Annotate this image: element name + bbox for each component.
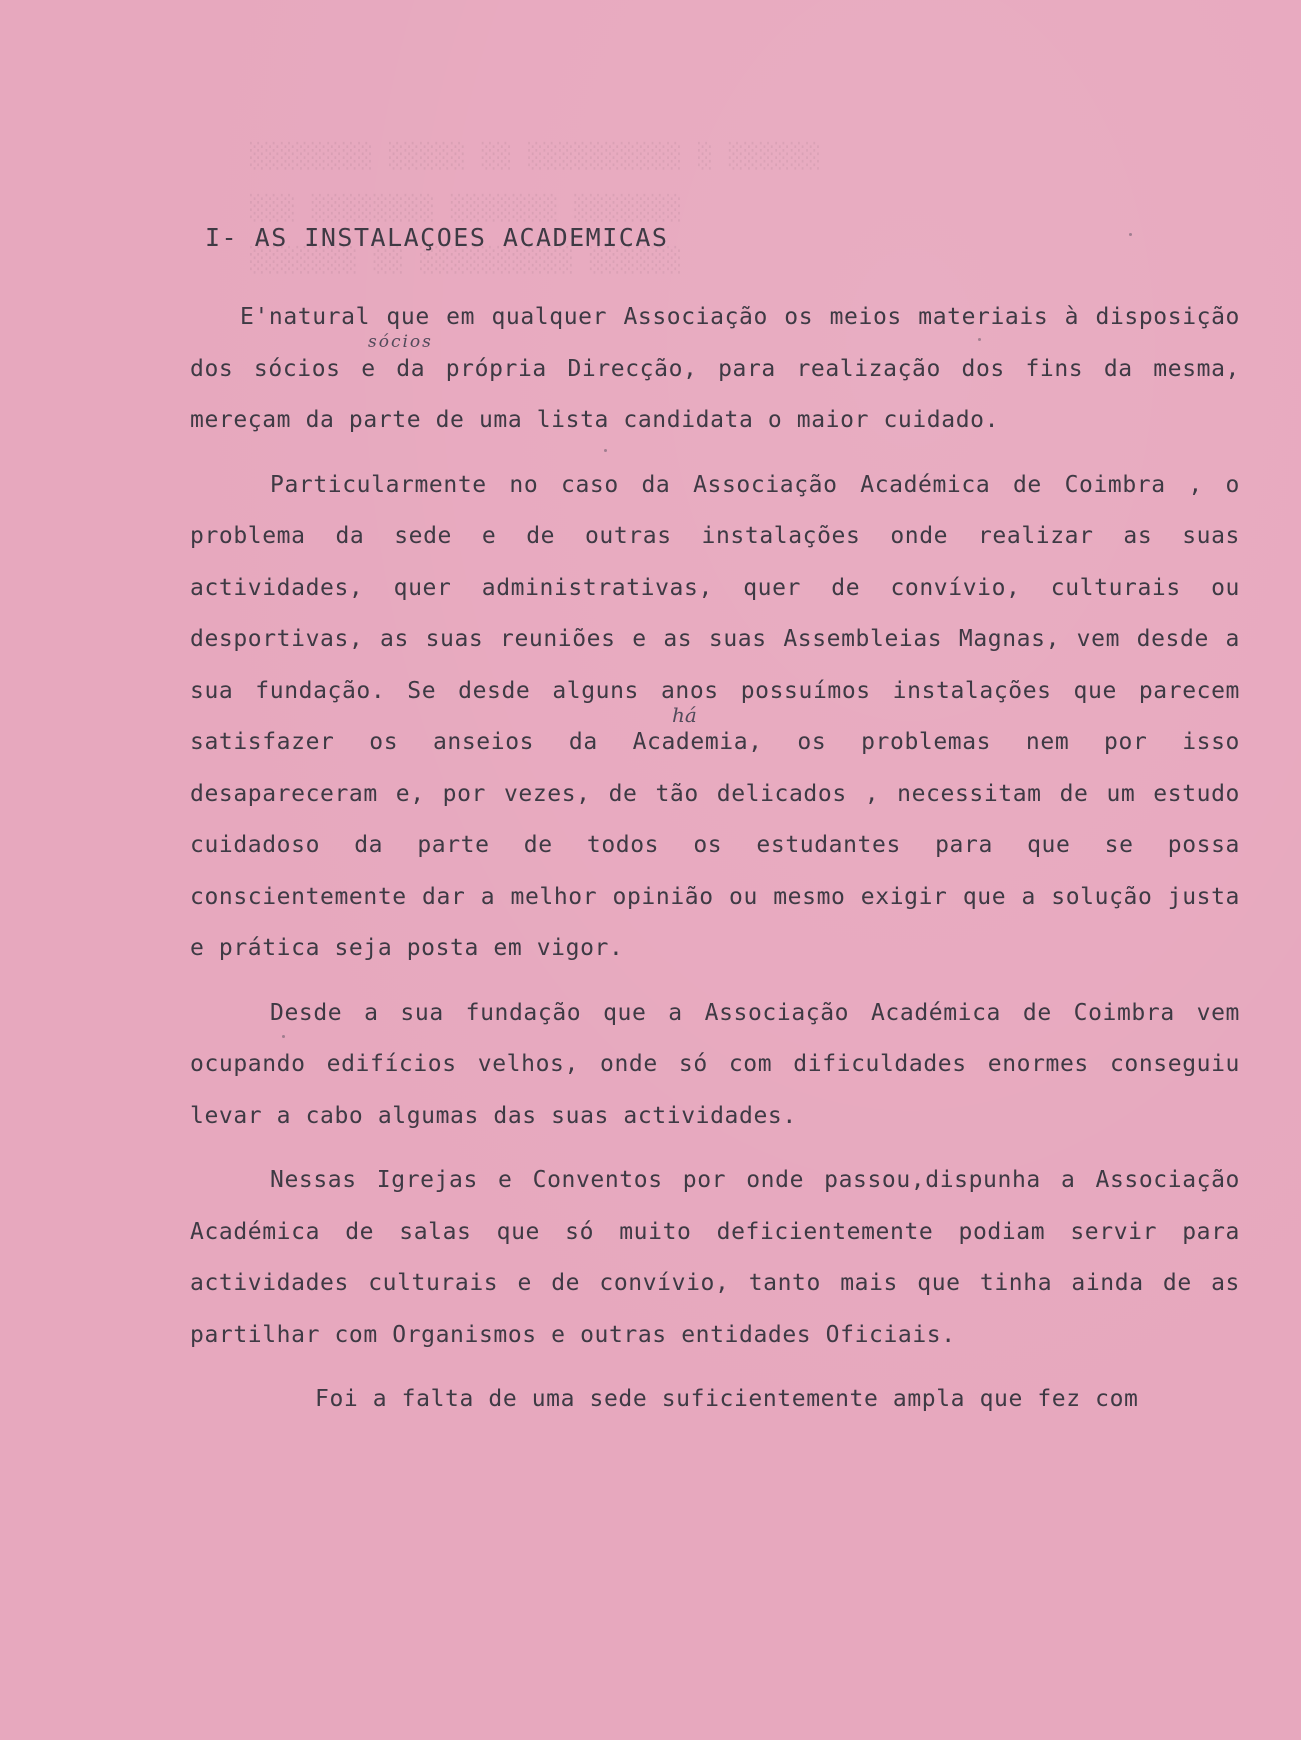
paragraph-5: Foi a falta de uma sede suficientemente ampla que fez com xyxy=(315,1386,1139,1412)
paper-speck xyxy=(1129,233,1132,236)
section-heading: I- AS INSTALAÇOES ACADEMICAS xyxy=(205,223,669,252)
paragraph-2: Particularmente no caso da Associação Académica de Coimbra , o problema da sede e de outras instalações onde realizar as suas actividades, quer administrativas, quer de convívio, culturais ou desportivas, as suas reuniões e as suas Assembleias Magnas, vem desde a sua fundação. Se desde alguns anos possuímos instalações que parecem satisfazer os anseios da Academia, os problemas nem por isso desapareceram e, por vezes, de tão delicados , necessitam de um estudo cuidadoso da parte de todos os estudantes para que se possa conscientemente dar a melhor opinião ou mesmo exigir que a solução justa e prática seja posta em vigor. xyxy=(190,471,1240,961)
paragraph-1: E'natural que em qualquer Associação os meios materiais à disposição dos sócios e da própria Direcção, para realização dos fins da mesma, mereçam da parte de uma lista candidata o maior cuidado. xyxy=(190,304,1240,433)
paper-speck xyxy=(604,449,607,452)
handwritten-note-ha: há xyxy=(672,703,697,727)
paper-speck xyxy=(282,1035,285,1038)
handwritten-note-socios: sócios xyxy=(368,332,433,352)
show-through-text: ░░░░░░░░ ░░░░░ ░░ ░░░░░░░░░░ ░ ░░░░░░ ░░░ ░░░░░░░░ ░░░░░░░ ░░░░░░░ ░░░░░░░ ░░ ░░░░░░░░░░ ░░░░░░ xyxy=(250,142,822,274)
paragraph-3: Desde a sua fundação que a Associação Académica de Coimbra vem ocupando edifícios velhos, onde só com dificuldades enormes conseguiu levar a cabo algumas das suas actividades. xyxy=(190,999,1240,1129)
body-text xyxy=(190,292,1240,1439)
paragraph-4: Nessas Igrejas e Conventos por onde passou,dispunha a Associação Académica de salas que só muito deficientemente podiam servir para actividades culturais e de convívio, tanto mais que tinha ainda de as partilhar com Organismos e outras entidades Oficiais. xyxy=(190,1167,1240,1348)
paper-speck xyxy=(978,338,981,341)
